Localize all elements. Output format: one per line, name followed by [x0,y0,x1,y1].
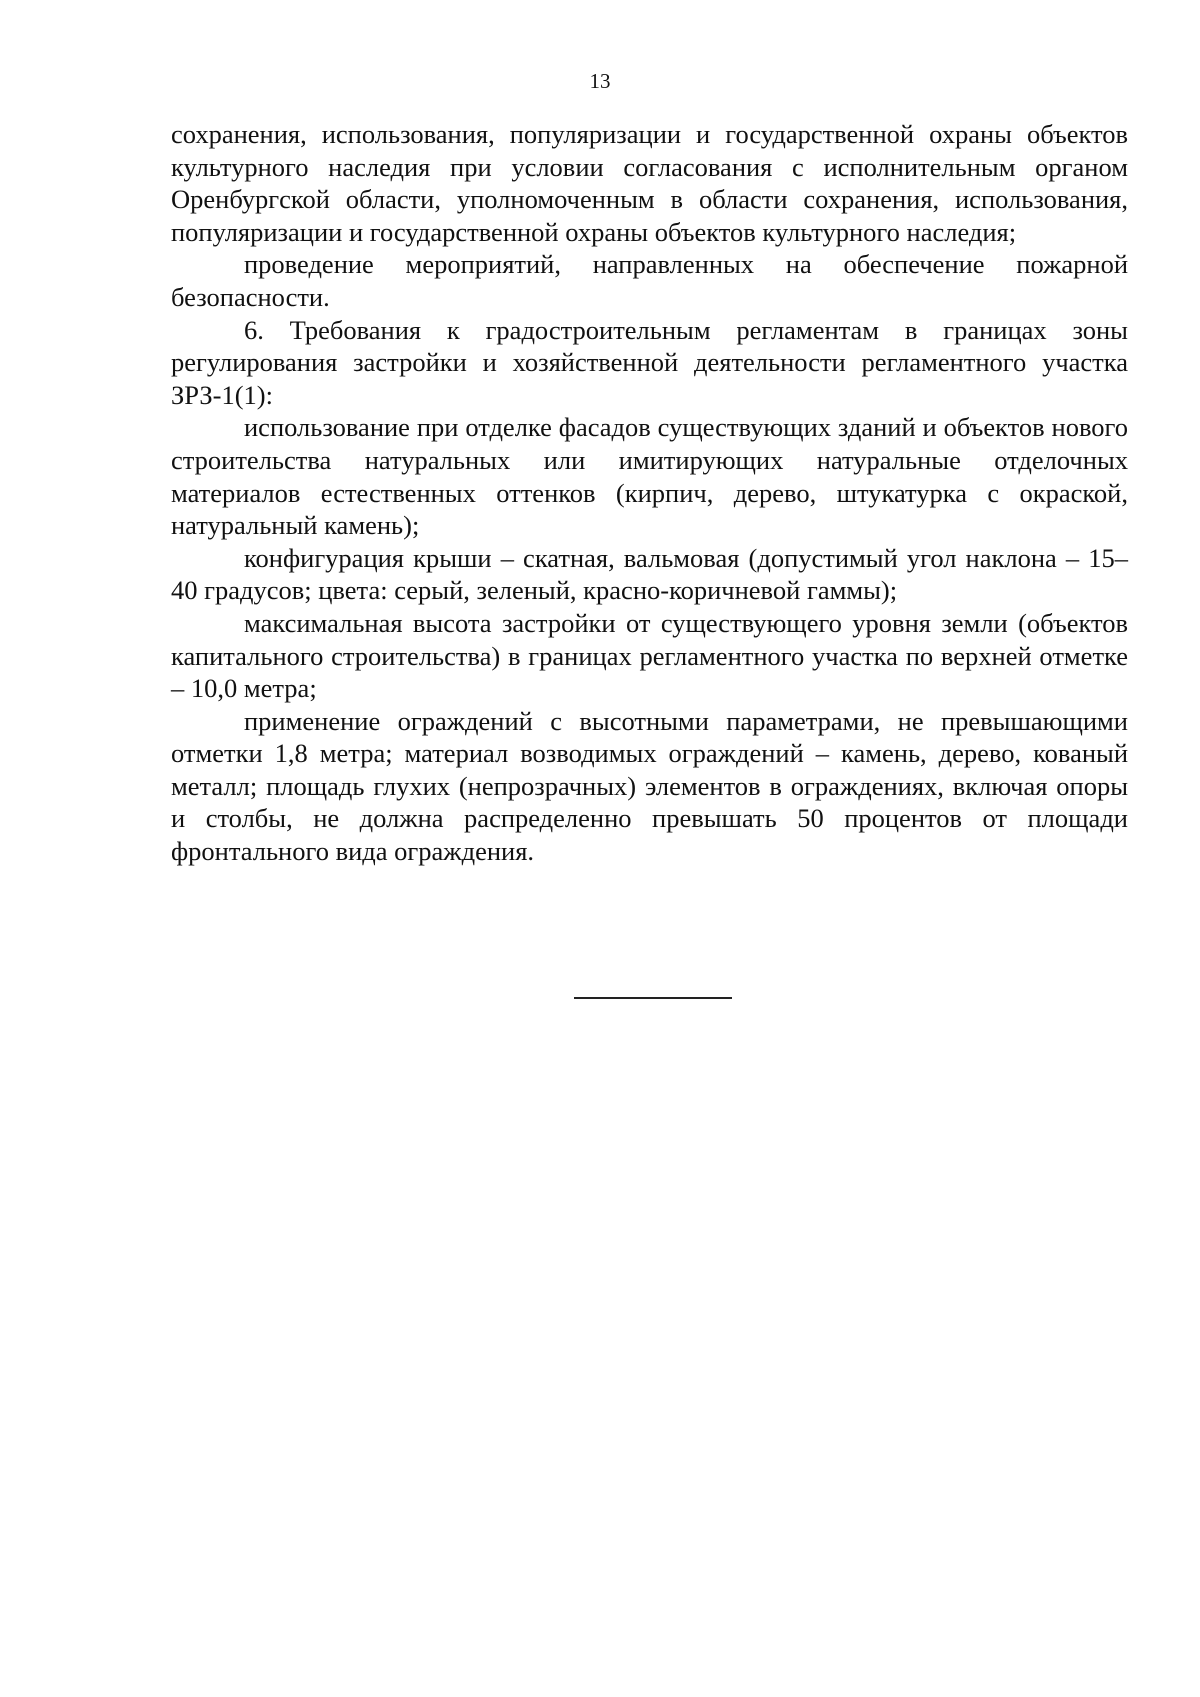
paragraph-1: сохранения, использования, популяризации и государственной охраны объектов культурного наследия при условии согласования с исполнительным органом Оренбургской области, уполномоченным в области сохранения, использования, популяризации и государственной охраны объектов культурного наследия; [171,119,1128,247]
paragraph-2: проведение мероприятий, направленных на обеспечение пожарной безопасности. [171,249,1128,312]
paragraph-3: 6. Требования к градостроительным регламентам в границах зоны регулирования застройки и хозяйственной деятельности регламентного участка ЗРЗ-1(1): [171,314,1128,410]
paragraph-7: применение ограждений с высотными параметрами, не превышающими отметки 1,8 метра; материал возводимых ограждений – камень, дерево, кованый металл; площадь глухих (непрозрачных) элементов в ограждениях, включая опоры и столбы, не должна распределенно превышать 50 процентов от площади фронтального вида ограждения. [171,705,1128,867]
page-number: 13 [589,69,611,93]
paragraph-6: максимальная высота застройки от существующего уровня земли (объектов капитального строительства) в границах регламентного участка по верхней отметке – 10,0 метра; [171,607,1128,704]
paragraph-4: использование при отделке фасадов существующих зданий и объектов нового строительства натуральных или имитирующих натуральные отделочных материалов естественных оттенков (кирпич, дерево, штукатурка с окраской, натуральный камень); [171,412,1128,541]
end-of-document-rule [574,997,732,999]
paragraph-5: конфигурация крыши – скатная, вальмовая (допустимый угол наклона – 15–40 градусов; цвета: серый, зеленый, красно-коричневой гаммы); [171,542,1128,606]
document-body [171,118,1128,868]
